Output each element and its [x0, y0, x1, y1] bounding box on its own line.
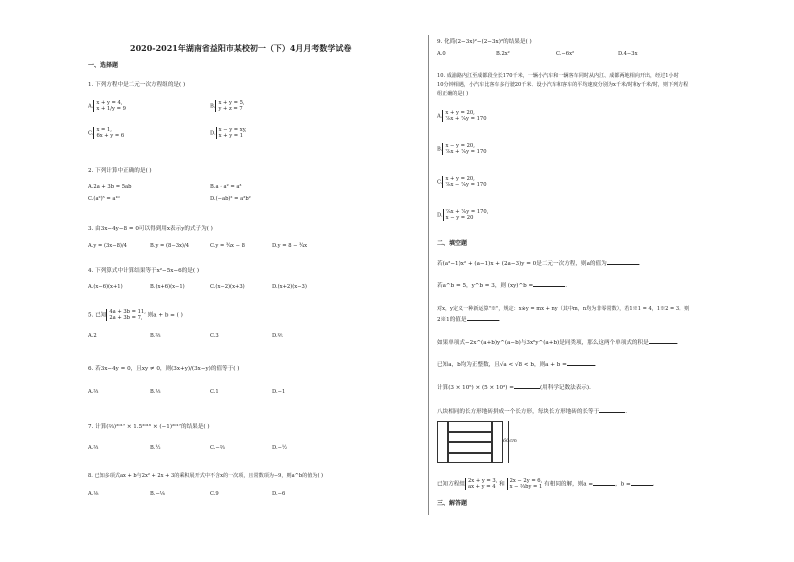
q1-a-line2: x + 1/y = 9	[96, 106, 126, 112]
q4-stem: 4. 下列算式中计算结果等于x²−5x−6的是( )	[88, 268, 200, 274]
q9-option-d[interactable]: D.4−3x	[618, 51, 638, 57]
fill-8-sys1-line1: 2x + y = 3,	[467, 478, 498, 484]
q2-stem: 2. 下列计算中正确的是( )	[88, 168, 152, 174]
q8-stem: 8. 已知多项式ax + b与2x² + 2x + 3的乘积展开式中不含x的一次项，且常数项为−9，则a^b的值为( )	[88, 473, 324, 479]
q2-option-a[interactable]: A.2a + 3b = 5ab	[88, 184, 132, 190]
fill-5-blank[interactable]	[567, 365, 595, 366]
q1-option-b[interactable]: B.x + y = 5, y + z = 7	[210, 100, 245, 112]
q10-stem-line2: 10分钟相遇，小汽车比客车多行驶20千米．设小汽车和客车的平均速度分别为x千米/时和y千米/时，则下列方程	[437, 82, 689, 88]
q2-option-d[interactable]: D.(−ab)² = a²b²	[210, 196, 251, 202]
q1-a-line1: x + y = 4,	[96, 100, 123, 106]
q8-option-a[interactable]: A.⅛	[88, 491, 99, 497]
tile-v-2	[492, 421, 503, 463]
q10-option-c[interactable]	[437, 176, 487, 188]
q6-option-a[interactable]: A.⅔	[88, 389, 99, 395]
fill-6-text: 计算(3 × 10⁵) × (5 × 10²) =	[437, 385, 514, 391]
q7-option-d[interactable]: D.−½	[272, 445, 287, 451]
q10-stem-line3: 组正确的是( )	[437, 91, 469, 97]
q9-stem: 9. 化简(2−3x)²−(2−3x)²的结果是( )	[437, 39, 532, 45]
q1-b-line2: y + z = 7	[218, 106, 243, 112]
section-answer: 三、解答题	[437, 500, 468, 507]
q6-stem: 6. 若3x−4y = 0，且xy ≠ 0，则(3x+y)/(3x−y)的值等于( )	[88, 366, 240, 372]
fill-8-sys1-line2: ax + y = 4	[467, 484, 496, 490]
dimension-label: 60cm	[503, 438, 517, 444]
q5-sys-line2: 2a + 3b = 7,	[109, 315, 143, 321]
q5-stem-pre: 5. 已知	[88, 312, 107, 319]
q8-option-c[interactable]: C.9	[210, 491, 219, 497]
fill-1: 若(a²−1)x² + (a−1)x + (2a−3)y = 0是二元一次方程，则a的值为 ．	[437, 261, 645, 267]
q1-c-line1: x = 1,	[96, 127, 112, 133]
fill-3-blank[interactable]	[467, 320, 499, 321]
q3-option-b[interactable]: B.y = (8−3x)/4	[150, 243, 190, 249]
fill-7-blank[interactable]	[599, 412, 625, 413]
q6-option-c[interactable]: C.1	[210, 389, 219, 395]
section-fill: 二、填空题	[437, 240, 468, 247]
q10-b-label: B.	[437, 146, 443, 153]
exam-title: 2020-2021年湖南省益阳市某校初一（下）4月月考数学试卷	[130, 43, 352, 53]
q10-c-line2: ⁷⁄₆x − ⁷⁄₆y = 170	[445, 182, 487, 188]
q5-option-c[interactable]: C.3	[210, 333, 219, 339]
fill-8-post: 有相同的解，则a =	[544, 481, 594, 488]
q3-option-d[interactable]: D.y = 8 − ¾x	[272, 243, 308, 249]
q9-option-c[interactable]: C.−6x²	[556, 51, 575, 57]
q10-option-b[interactable]	[437, 143, 487, 155]
fill-8-mid: 和	[499, 481, 505, 488]
fill-8-blank-a[interactable]	[593, 485, 615, 486]
tile-figure	[437, 421, 517, 463]
q5-option-a[interactable]: A.2	[88, 333, 97, 339]
q9-option-b[interactable]: B.2x²	[496, 51, 510, 57]
q1-c-line2: 6x + y = 6	[96, 133, 125, 139]
fill-5: 已知a，b均为正整数，且√a < √8 < b，则a + b = ．	[437, 362, 601, 368]
q1-d-line1: x − y = xy,	[218, 127, 247, 133]
tile-h-4	[448, 453, 492, 464]
fill-4: 如果单项式−2x^(a+b)y^(a−b)与3x⁶y^(a+b)是同类项，那么这两个单项式的积是 ．	[437, 340, 683, 346]
fill-2-blank[interactable]	[533, 286, 565, 287]
q8-option-d[interactable]: D.−6	[272, 491, 286, 497]
q7-option-c[interactable]: C.−⅔	[210, 445, 225, 451]
fill-2: 若a^b = 5，y^b = 3，则 (xy)^b = ．	[437, 283, 571, 289]
fill-8-sys2-line2: x − ⅔by = 1	[509, 484, 543, 490]
q10-d-line2: x − y = 20	[445, 215, 474, 221]
q10-d-line1: ⁷⁄₆x + ⁷⁄₆y = 170,	[445, 209, 489, 215]
tile-v-1	[437, 421, 448, 463]
q4-option-b[interactable]: B.(x+6)(x−1)	[150, 284, 185, 290]
fill-8-sys2-line1: 2x − 2y = 6,	[509, 478, 543, 484]
q1-option-c[interactable]: C.x = 1, 6x + y = 6	[88, 127, 125, 139]
q7-option-a[interactable]: A.⅔	[88, 445, 99, 451]
q1-option-d[interactable]: D.x − y = xy, x + y = 1	[210, 127, 247, 139]
fill-3-text: 2※1的值是	[437, 317, 467, 323]
q10-d-label: D.	[437, 212, 443, 219]
q3-stem: 3. 由3x−4y−8 = 0可以得到用x表示y的式子为( )	[88, 226, 213, 232]
tile-h-1	[448, 421, 492, 432]
q10-a-label: A.	[437, 113, 443, 120]
q1-b-line1: x + y = 5,	[218, 100, 245, 106]
fill-1-text: 若(a²−1)x² + (a−1)x + (2a−3)y = 0是二元一次方程，则a的值为	[437, 261, 607, 267]
fill-5-text: 已知a，b均为正整数，且√a < √8 < b，则a + b =	[437, 362, 567, 368]
tile-h-2	[448, 432, 492, 443]
fill-3-line1: 对x，y定义一种新运算"※"，规定：x※y = mx + ny（其中m，n均为非零常数），若1※1 = 4，1※2 = 3．则	[437, 306, 690, 312]
fill-4-text: 如果单项式−2x^(a+b)y^(a−b)与3x⁶y^(a+b)是同类项，那么这两个单项式的积是	[437, 340, 649, 346]
q7-option-b[interactable]: B.½	[150, 445, 161, 451]
q10-option-d[interactable]	[437, 209, 488, 221]
q3-option-a[interactable]: A.y = (3x−8)/4	[88, 243, 127, 249]
fill-8: 已知方程组2x + y = 3, ax + y = 4 和 2x − 2y = 6, x − ⅔by = 1 有相同的解，则a = ，b = ．	[437, 478, 659, 490]
fill-6-blank[interactable]	[514, 388, 540, 389]
q10-c-line1: x + y = 20,	[445, 176, 475, 182]
fill-8-blank-b[interactable]	[631, 485, 653, 486]
fill-6-note: (用科学记数法表示)	[539, 385, 590, 391]
q10-option-a[interactable]	[437, 110, 487, 122]
fill-1-blank[interactable]	[607, 264, 639, 265]
q4-option-c[interactable]: C.(x−2)(x+3)	[210, 284, 245, 290]
fill-6: 计算(3 × 10⁵) × (5 × 10²) = (用科学记数法表示)．	[437, 385, 595, 391]
q10-a-line2: ⁷⁄₆x + ⁷⁄₆y = 170	[445, 116, 487, 122]
fill-2-text: 若a^b = 5，y^b = 3，则 (xy)^b =	[437, 283, 534, 289]
q5-stem-post: 则a + b = ( )	[147, 312, 183, 319]
q2-option-c[interactable]: C.(a²)⁵ = a¹⁰	[88, 196, 120, 202]
fill-7-text: 八块相同的长方形地砖拼成一个长方形，每块长方形地砖的长等于	[437, 409, 600, 415]
q10-stem-line1: 10. 成渝路内江至成都段全长170千米，一辆小汽车和一辆客车同时从内江、成都两地相向开出，经过1小时	[437, 73, 679, 79]
q10-b-line1: x − y = 20,	[445, 143, 475, 149]
q10-c-label: C.	[437, 179, 443, 186]
q4-option-a[interactable]: A.(x−6)(x+1)	[88, 284, 123, 290]
section-choice: 一、选择题	[88, 62, 119, 69]
column-divider	[428, 35, 429, 515]
q1-d-line2: x + y = 1	[218, 133, 244, 139]
q5-option-d[interactable]: D.⅖	[272, 333, 283, 339]
q5-stem	[88, 309, 183, 321]
q4-option-d[interactable]: D.(x+2)(x−3)	[272, 284, 307, 290]
fill-8-pre: 已知方程组	[437, 481, 465, 488]
q10-b-line2: ⁷⁄₆x + ⁷⁄₆y = 170	[445, 149, 487, 155]
q5-sys-line1: 4a + 3b = 11,	[109, 309, 146, 315]
fill-3-line2: 2※1的值是 ．	[437, 317, 505, 323]
fill-4-blank[interactable]	[649, 343, 677, 344]
q2-option-b[interactable]: B.a · a² = a³	[210, 184, 242, 190]
fill-8-b-label: ，b =	[615, 481, 631, 488]
q5-option-b[interactable]: B.⅔	[150, 333, 161, 339]
q7-stem: 7. 计算(⅔)²⁰¹⁷ × 1.5²⁰¹⁶ × (−1)²⁰¹⁷的结果是( )	[88, 424, 210, 430]
q6-option-b[interactable]: B.⅓	[150, 389, 161, 395]
q9-option-a[interactable]: A.0	[437, 51, 446, 57]
q6-option-d[interactable]: D.−1	[272, 389, 286, 395]
q3-option-c[interactable]: C.y = ¾x − 8	[210, 243, 245, 249]
q8-option-b[interactable]: B.−⅛	[150, 491, 165, 497]
tile-h-3	[448, 442, 492, 453]
q1-stem: 1. 下列方程中是二元一次方程组的是( )	[88, 82, 186, 88]
q1-option-a[interactable]: A.x + y = 4, x + 1/y = 9	[88, 100, 126, 112]
q10-a-line1: x + y = 20,	[445, 110, 475, 116]
fill-7: 八块相同的长方形地砖拼成一个长方形，每块长方形地砖的长等于 ．	[437, 409, 631, 415]
